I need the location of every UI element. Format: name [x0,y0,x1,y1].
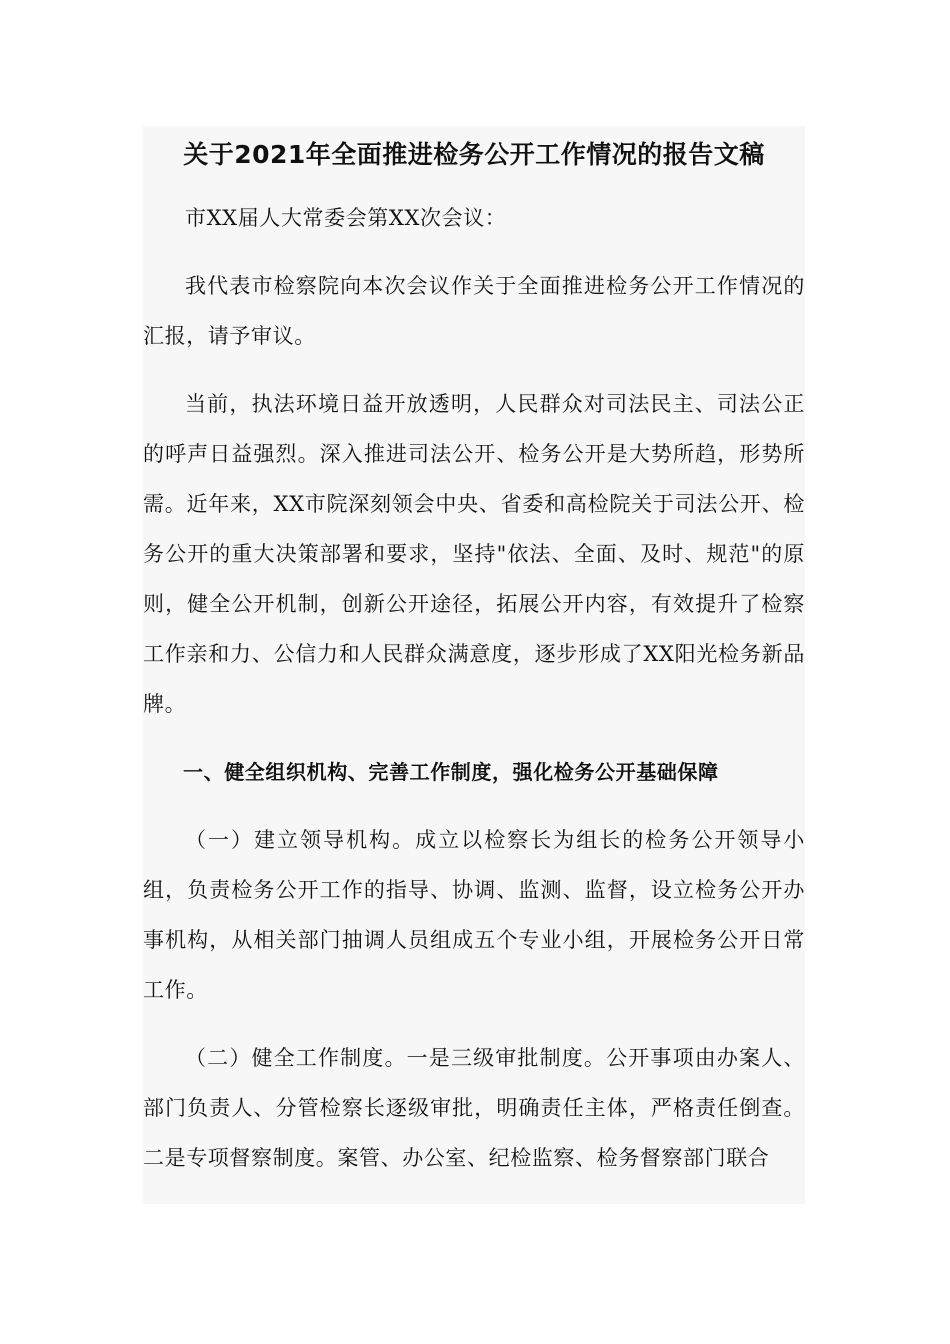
section-heading: 一、健全组织机构、完善工作制度，强化检务公开基础保障 [183,760,719,784]
background-paragraph: 当前，执法环境日益开放透明，人民群众对司法民主、司法公正的呼声日益强烈。深入推进司法公开、检务公开是大势所趋，形势所需。近年来，XX市院深刻领会中央、省委和高检院关于司法公开、检务公开的重大决策部署和要求，坚持"依法、全面、及时、规范"的原则，健全公开机制，创新公开途径，拓展公开内容，有效提升了检察工作亲和力、公信力和人民群众满意度，逐步形成了XX阳光检务新品牌。 [143,392,805,716]
salutation: 市XX届人大常委会第XX次会议： [185,206,507,230]
item-paragraph: （二）健全工作制度。一是三级审批制度。公开事项由办案人、部门负责人、分管检察长逐级审批，明确责任主体，严格责任倒查。二是专项督察制度。案管、办公室、纪检监察、检务督察部门联合 [143,1046,805,1170]
document-title: 关于2021年全面推进检务公开工作情况的报告文稿 [183,140,765,169]
intro-paragraph: 我代表市检察院向本次会议作关于全面推进检务公开工作情况的汇报，请予审议。 [143,274,805,348]
document-page [143,126,805,1204]
item-paragraph: （一）建立领导机构。成立以检察长为组长的检务公开领导小组，负责检务公开工作的指导、协调、监测、监督，设立检务公开办事机构，从相关部门抽调人员组成五个专业小组，开展检务公开日常工作。 [143,828,805,1002]
